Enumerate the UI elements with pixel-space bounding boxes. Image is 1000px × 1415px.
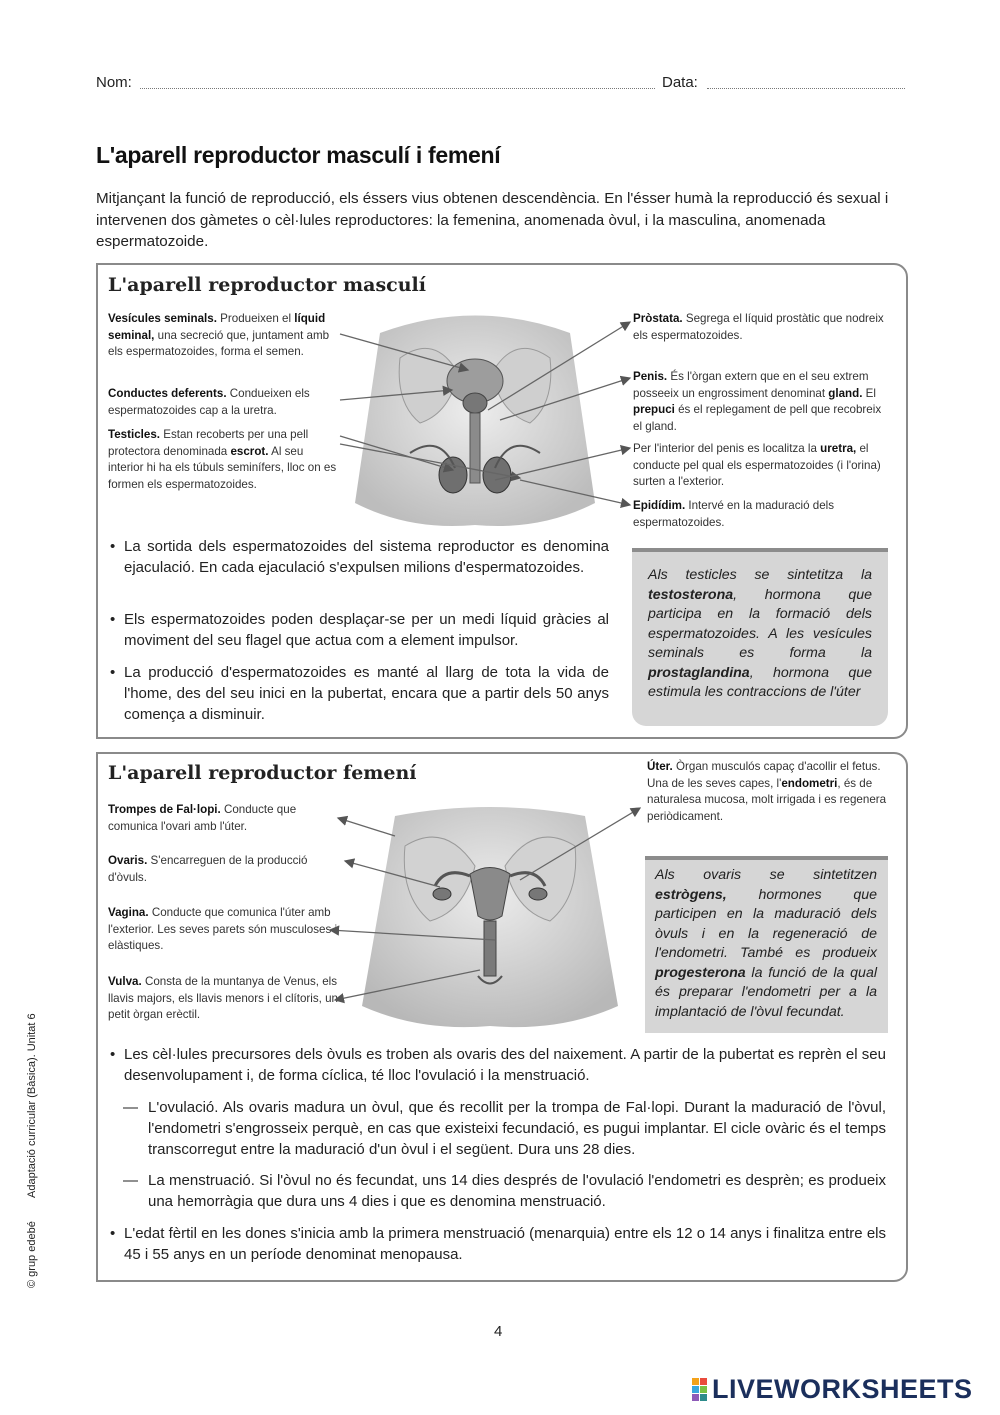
male-panel-title: L'aparell reproductor masculí	[108, 274, 426, 296]
dash-marker: —	[123, 1172, 138, 1189]
name-label: Nom:	[96, 74, 132, 91]
label-epididim: Epidídim. Intervé en la maduració dels espermatozoides.	[633, 499, 835, 529]
female-bullet-1: • Les cèl·lules precursores dels òvuls es troben als ovaris des del naixement. A partir de la pubertat es reprèn el seu desenvolupament i, de forma cíclica, té lloc l'ovulació i la menstruació.	[110, 1046, 886, 1084]
label-conductes-deferents: Conductes deferents. Condueixen els espermatozoides cap a la uretra.	[108, 387, 310, 417]
male-bullet-1: • La sortida dels espermatozoides del sistema reproductor es denomina ejaculació. En cada ejaculació s'expulsen milions d'espermatozoides.	[110, 538, 609, 576]
label-uter: Úter. Òrgan musculós capaç d'acollir el fetus. Una de les seves capes, l'endometri, és de naturalesa mucosa, molt irrigada i es regenera periòdicament.	[647, 760, 887, 823]
label-prostata: Pròstata. Segrega el líquid prostàtic que nodreix els espermatozoides.	[633, 312, 884, 342]
dash-marker: —	[123, 1099, 138, 1116]
female-panel-title: L'aparell reproductor femení	[108, 762, 417, 784]
side-course: Adaptació curricular (Bàsica). Unitat 6	[26, 1013, 38, 1198]
bullet-marker: •	[110, 664, 116, 681]
page-number: 4	[494, 1323, 503, 1340]
male-bullet-2: • Els espermatozoides poden desplaçar-se per un medi líquid gràcies al moviment del seu flagel que actua com a element impulsor.	[110, 611, 609, 649]
date-label: Data:	[662, 74, 698, 91]
label-ovaris: Ovaris. S'encarreguen de la producció d'òvuls.	[108, 854, 308, 884]
label-vesicules-seminals: Vesícules seminals. Produeixen el líquid seminal, una secreció que, juntament amb els espermatozoides, forma el semen.	[108, 312, 330, 358]
label-uretra: Per l'interior del penis es localitza la uretra, el conducte pel qual els espermatozoides (i l'orina) surten a l'exterior.	[633, 442, 881, 488]
page-title: L'aparell reproductor masculí i femení	[96, 142, 501, 168]
male-bullet-3: • La producció d'espermatozoides es manté al llarg de tota la vida de l'home, des del seu inici en la pubertat, encara que a partir dels 50 anys comença a disminuir.	[110, 664, 609, 723]
intro-paragraph: Mitjançant la funció de reproducció, els éssers vius obtenen descendència. En l'ésser humà la reproducció és sexual i intervenen dos gàmetes o cèl·lules reproductores: la femenina, anomenada òvul, i la masculina, anomenada espermatozoide.	[96, 190, 889, 250]
bullet-marker: •	[110, 611, 116, 628]
female-bullet-2: • L'edat fèrtil en les dones s'inicia amb la primera menstruació (menarquia) entre els 12 o 14 anys i finalitza entre els 45 i 55 anys en un període denominat menopausa.	[110, 1225, 886, 1263]
liveworksheets-logo[interactable]: LIVEWORKSHEETS	[712, 1374, 973, 1404]
female-dash-menstruacio: — La menstruació. Si l'òvul no és fecundat, uns 14 dies després de l'ovulació l'endometri es desprèn; es produeix una hemorràgia que dura uns 4 dies i que es denomina menstruació.	[123, 1172, 886, 1210]
bullet-marker: •	[110, 1225, 116, 1242]
label-vagina: Vagina. Conducte que comunica l'úter amb l'exterior. Les seves parets són musculoses i elàstiques.	[108, 906, 338, 952]
label-testicles: Testicles. Estan recoberts per una pell protectora denominada escrot. Al seu interior hi ha els túbuls seminífers, lloc on es formen els espermatozoides.	[108, 428, 337, 491]
bullet-marker: •	[110, 1046, 116, 1063]
bullet-marker: •	[110, 538, 116, 555]
label-trompes-fallopi: Trompes de Fal·lopi. Conducte que comunica l'ovari amb l'úter.	[108, 803, 297, 833]
label-vulva: Vulva. Consta de la muntanya de Venus, els llavis majors, els llavis menors i el clítoris, un petit òrgan erèctil.	[108, 975, 339, 1021]
female-dash-ovulacio: — L'ovulació. Als ovaris madura un òvul, que és recollit per la trompa de Fal·lopi. Durant la maduració de l'òvul, l'endometri s'engrosseix perquè, en cas que existeixi fecundació, es pugui implantar. El cicle ovàric és el temps transcorregut entre la maduració d'un òvul i el següent. Dura uns 28 dies.	[123, 1099, 886, 1158]
male-hormone-text: Als testicles se sintetitza la testosterona, hormona que participa en la formació dels espermatozoides. A les vesícules seminals es forma la prostaglandina, hormona que estimula les contraccions de l'úter	[648, 567, 872, 700]
label-penis: Penis. És l'òrgan extern que en el seu extrem posseeix un engrossiment denominat gland. El prepuci és el replegament de pell que recobreix el gland.	[633, 370, 882, 433]
side-copyright: © grup edebé	[26, 1221, 38, 1288]
female-hormone-text: Als ovaris se sintetitzen estrògens, hormones que participen en la maduració dels òvuls i en la regeneració de l'endometri. També es produeix progesterona la funció de la qual és preparar l'endometri per a la implantació de l'òvul fecundat.	[655, 867, 877, 1020]
